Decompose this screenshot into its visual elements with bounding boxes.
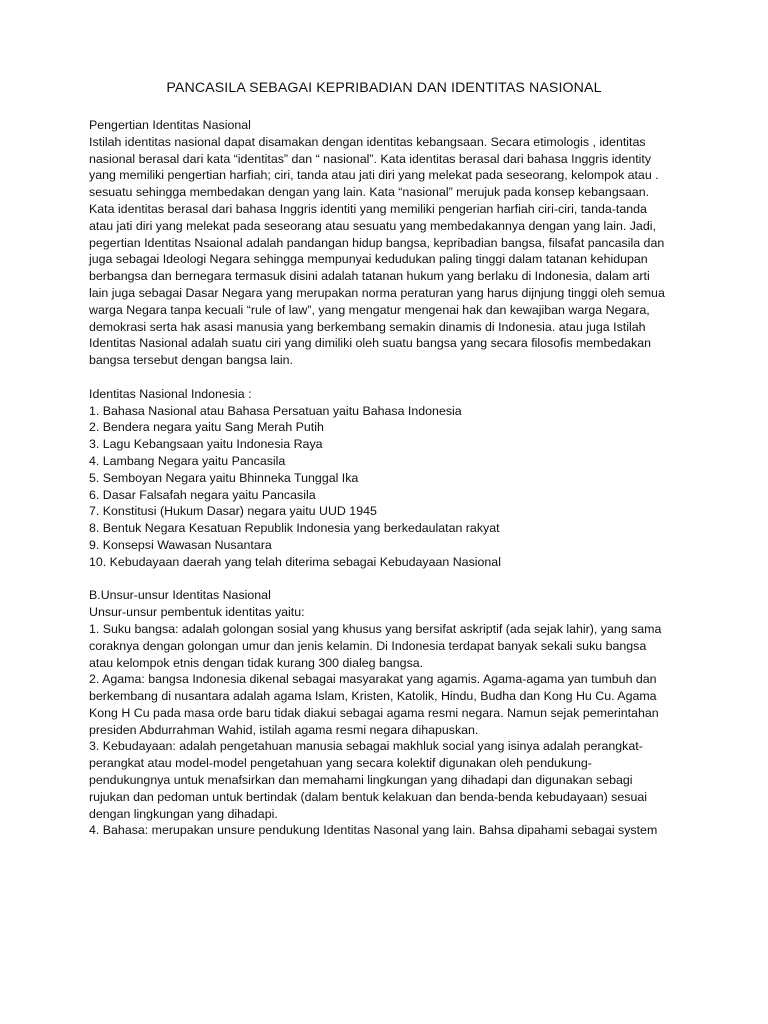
text-line: berbangsa dan bernegara termasuk disini adalah tatanan hukum yang berlaku di Indonesia, dalam arti [89,269,650,284]
text-line: 10. Kebudayaan daerah yang telah diterima sebagai Kebudayaan Nasional [89,554,501,569]
text-line: warga Negara tanpa kecuali “rule of law”, yang mengatur mengenai hak dan kewajiban warga Negara, [89,302,650,317]
text-line: atau jati diri yang melekat pada seseorang atau sesuatu yang membedakannya dengan yang lain. Jadi, [89,218,656,233]
text-line: Kong H Cu pada masa orde baru tidak diakui sebagai agama resmi negara. Namun sejak pemerintahan [89,705,659,720]
text-line: 3. Kebudayaan: adalah pengetahuan manusia sebagai makhluk social yang isinya adalah perangkat- [89,739,643,754]
text-line: 5. Semboyan Negara yaitu Bhinneka Tunggal Ika [89,470,359,485]
text-line: 4. Lambang Negara yaitu Pancasila [89,453,286,468]
text-line: Istilah identitas nasional dapat disamakan dengan identitas kebangsaan. Secara etimologis , identitas [89,134,646,149]
section-1 [89,117,679,369]
section-heading-line: Pengertian Identitas Nasional [89,118,251,132]
text-line: nasional berasal dari kata “identitas” dan “ nasional”. Kata identitas berasal dari bahasa Inggris identity [89,151,652,166]
text-line: 3. Lagu Kebangsaan yaitu Indonesia Raya [89,437,323,452]
text-line: presiden Abdurrahman Wahid, istilah agama resmi negara dihapuskan. [89,722,479,737]
text-line: 1. Suku bangsa: adalah golongan sosial yang khusus yang bersifat askriptif (ada sejak lahir), yang sama [89,621,662,636]
text-line: 4. Bahasa: merupakan unsure pendukung Identitas Nasonal yang lain. Bahsa dipahami sebagai system [89,823,658,838]
section-2 [89,386,679,571]
text-line: 2. Agama: bangsa Indonesia dikenal sebagai masyarakat yang agamis. Agama-agama yan tumbuh dan [89,672,657,687]
text-line: coraknya dengan golongan umur dan jenis kelamin. Di Indonesia terdapat banyak sekali suku bangsa [89,638,647,653]
text-line: 8. Bentuk Negara Kesatuan Republik Indonesia yang berkedaulatan rakyat [89,521,500,536]
text-line: pegertian Identitas Nsaional adalah pandangan hidup bangsa, kepribadian bangsa, filsafat pancasila dan [89,235,665,250]
text-line: 6. Dasar Falsafah negara yaitu Pancasila [89,487,316,502]
text-line: atau kelompok etnis dengan tidak kurang 300 dialeg bangsa. [89,655,424,670]
text-line: demokrasi serta hak asasi manusia yang berkembang semakin dinamis di Indonesia. atau juga Istilah [89,319,646,334]
document-title: PANCASILA SEBAGAI KEPRIBADIAN DAN IDENTITAS NASIONAL [166,80,602,96]
text-line: Identitas Nasional adalah suatu ciri yang dimiliki oleh suatu bangsa yang secara filosofis membedakan [89,336,652,351]
text-line: dengan lingkungan yang dihadapi. [89,806,278,821]
text-line: yang memiliki pengertian harfiah; ciri, tanda atau jati diri yang melekat pada seseorang, kelompok atau . [89,168,659,183]
text-line: 9. Konsepsi Wawasan Nusantara [89,537,272,552]
text-line: bangsa tersebut dengan bangsa lain. [89,353,293,368]
text-line: pendukungnya untuk menafsirkan dan memahami lingkungan yang dihadapi dan digunakan sebagi [89,773,633,788]
text-line: berkembang di nusantara adalah agama Islam, Kristen, Katolik, Hindu, Budha dan Kong Hu Cu. Agama [89,689,657,704]
text-line: juga sebagai Ideologi Negara sehingga mempunyai kedudukan paling tinggi dalam tatanan kehidupan [89,252,648,267]
text-line: 7. Konstitusi (Hukum Dasar) negara yaitu UUD 1945 [89,504,377,519]
section-heading-line: B.Unsur-unsur Identitas Nasional [89,588,271,603]
text-line: sesuatu sehingga membedakan dengan yang lain. Kata “nasional” merujuk pada konsep kebangsaan. [89,185,650,200]
text-line: rujukan dan pedoman untuk bertindak (dalam bentuk kelakuan dan benda-benda kebudayaan) sesuai [89,789,647,804]
text-line: 2. Bendera negara yaitu Sang Merah Putih [89,420,324,435]
paragraph-gap [89,369,679,386]
text-line: Kata identitas berasal dari bahasa Inggris identiti yang memiliki pengerian harfiah ciri-ciri, tanda-tanda [89,201,647,216]
text-line: lain juga sebagai Dasar Negara yang merupakan norma peraturan yang harus dijnjung tinggi oleh semua [89,285,665,300]
text-line: 1. Bahasa Nasional atau Bahasa Persatuan yaitu Bahasa Indonesia [89,403,462,418]
section-3 [89,587,679,839]
section-heading-line: Identitas Nasional Indonesia : [89,386,252,401]
text-line: perangkat atau model-model pengetahuan yang secara kolektif digunakan oleh pendukung- [89,756,592,771]
paragraph-gap [89,571,679,588]
document-body [89,117,679,839]
text-line: Unsur-unsur pembentuk identitas yaitu: [89,605,305,620]
